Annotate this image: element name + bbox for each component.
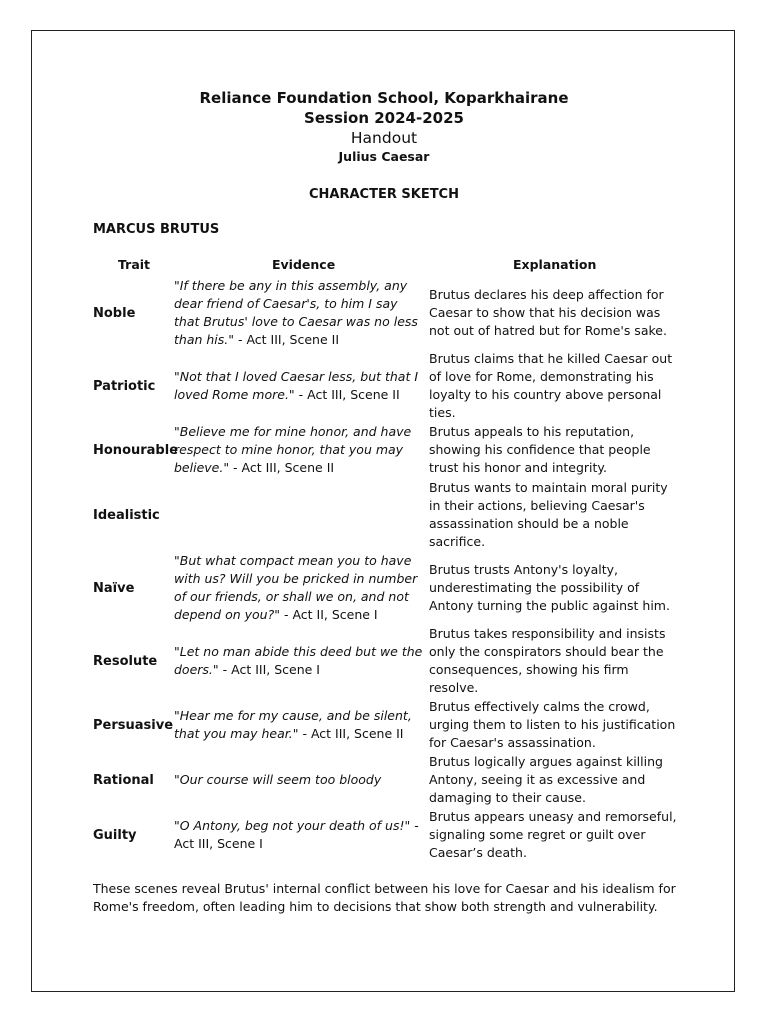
trait-label: Idealistic: [93, 507, 160, 523]
explanation-cell: Brutus effectively calms the crowd, urging them to listen to his justification for Caesar's assassination.: [429, 699, 676, 750]
evidence-cell: [174, 350, 424, 422]
evidence-cell: [174, 625, 424, 697]
column-header-explanation: Explanation: [513, 257, 597, 272]
column-header-trait: Trait: [118, 257, 151, 272]
explanation-cell: Brutus wants to maintain moral purity in their actions, believing Caesar's assassination should be a noble sacrifice.: [429, 480, 668, 549]
school-name: Reliance Foundation School, Koparkhairane: [199, 89, 569, 107]
table-row: [93, 350, 683, 422]
evidence-reference: - Act III, Scene II: [229, 460, 335, 475]
trait-label: Patriotic: [93, 378, 156, 394]
document-header: [0, 88, 768, 166]
trait-label: Honourable: [93, 442, 179, 458]
table-row: [93, 753, 683, 807]
trait-label: Persuasive: [93, 717, 174, 733]
conclusion-paragraph: These scenes reveal Brutus' internal conflict between his love for Caesar and his idealism for Rome's freedom, often leading him to decisions that show both strength and vulnerability.: [93, 881, 676, 914]
trait-label: Rational: [93, 772, 154, 788]
evidence-quote: "Hear me for my cause, and be silent, that you may hear.": [174, 708, 412, 741]
evidence-reference: - Act III, Scene II: [234, 332, 340, 347]
evidence-reference: - Act III, Scene II: [298, 726, 404, 741]
explanation-cell: Brutus claims that he killed Caesar out of love for Rome, demonstrating his loyalty to his country above personal ties.: [429, 351, 673, 420]
evidence-cell: [174, 423, 424, 477]
evidence-cell: [174, 698, 424, 752]
evidence-quote: "Let no man abide this deed but we the doers.": [174, 644, 423, 677]
trait-label: Noble: [93, 305, 136, 321]
section-title: CHARACTER SKETCH: [309, 187, 459, 202]
evidence-cell: [174, 277, 424, 349]
explanation-cell: Brutus appeals to his reputation, showing his confidence that people trust his honor and integrity.: [429, 424, 651, 475]
evidence-quote: "But what compact mean you to have with us? Will you be pricked in number of our friends, or shall we on, and not depend on you?": [174, 553, 418, 622]
evidence-quote: "Believe me for mine honor, and have respect to mine honor, that you may believe.": [174, 424, 412, 475]
evidence-reference: - Act II, Scene I: [279, 607, 378, 622]
evidence-reference: - Act III, Scene I: [218, 662, 320, 677]
evidence-cell: [174, 479, 424, 551]
session-label: Session 2024-2025: [304, 109, 464, 127]
table-row: [93, 277, 683, 349]
table-row: [93, 479, 683, 551]
explanation-cell: Brutus appears uneasy and remorseful, signaling some regret or guilt over Caesar’s death.: [429, 809, 677, 860]
evidence-cell: [174, 808, 424, 862]
table-row: [93, 552, 683, 624]
trait-label: Resolute: [93, 653, 158, 669]
explanation-cell: Brutus takes responsibility and insists only the conspirators should bear the consequences, showing his firm resolve.: [429, 626, 666, 695]
explanation-cell: Brutus trusts Antony's loyalty, underestimating the possibility of Antony turning the public against him.: [429, 562, 670, 613]
table-row: [93, 808, 683, 862]
evidence-quote: "O Antony, beg not your death of us!": [174, 818, 411, 833]
evidence-quote: "Not that I loved Caesar less, but that I loved Rome more.": [174, 369, 419, 402]
column-header-evidence: Evidence: [272, 257, 336, 272]
table-row: [93, 625, 683, 697]
table-row: [93, 423, 683, 477]
evidence-reference: - Act III, Scene I: [174, 818, 419, 851]
evidence-reference: - Act III, Scene II: [294, 387, 400, 402]
trait-label: Guilty: [93, 827, 137, 843]
evidence-cell: [174, 552, 424, 624]
evidence-cell: [174, 753, 424, 807]
play-title: Julius Caesar: [338, 149, 430, 164]
trait-label: Naïve: [93, 580, 135, 596]
character-name: MARCUS BRUTUS: [93, 222, 220, 237]
explanation-cell: Brutus logically argues against killing Antony, seeing it as excessive and damaging to their cause.: [429, 754, 663, 805]
evidence-quote: "Our course will seem too bloody: [174, 772, 382, 787]
explanation-cell: Brutus declares his deep affection for Caesar to show that his decision was not out of hatred but for Rome's sake.: [429, 287, 667, 338]
evidence-quote: "If there be any in this assembly, any dear friend of Caesar's, to him I say that Brutus' love to Caesar was no less than his.": [174, 278, 418, 347]
document-type: Handout: [350, 129, 418, 147]
table-row: [93, 698, 683, 752]
